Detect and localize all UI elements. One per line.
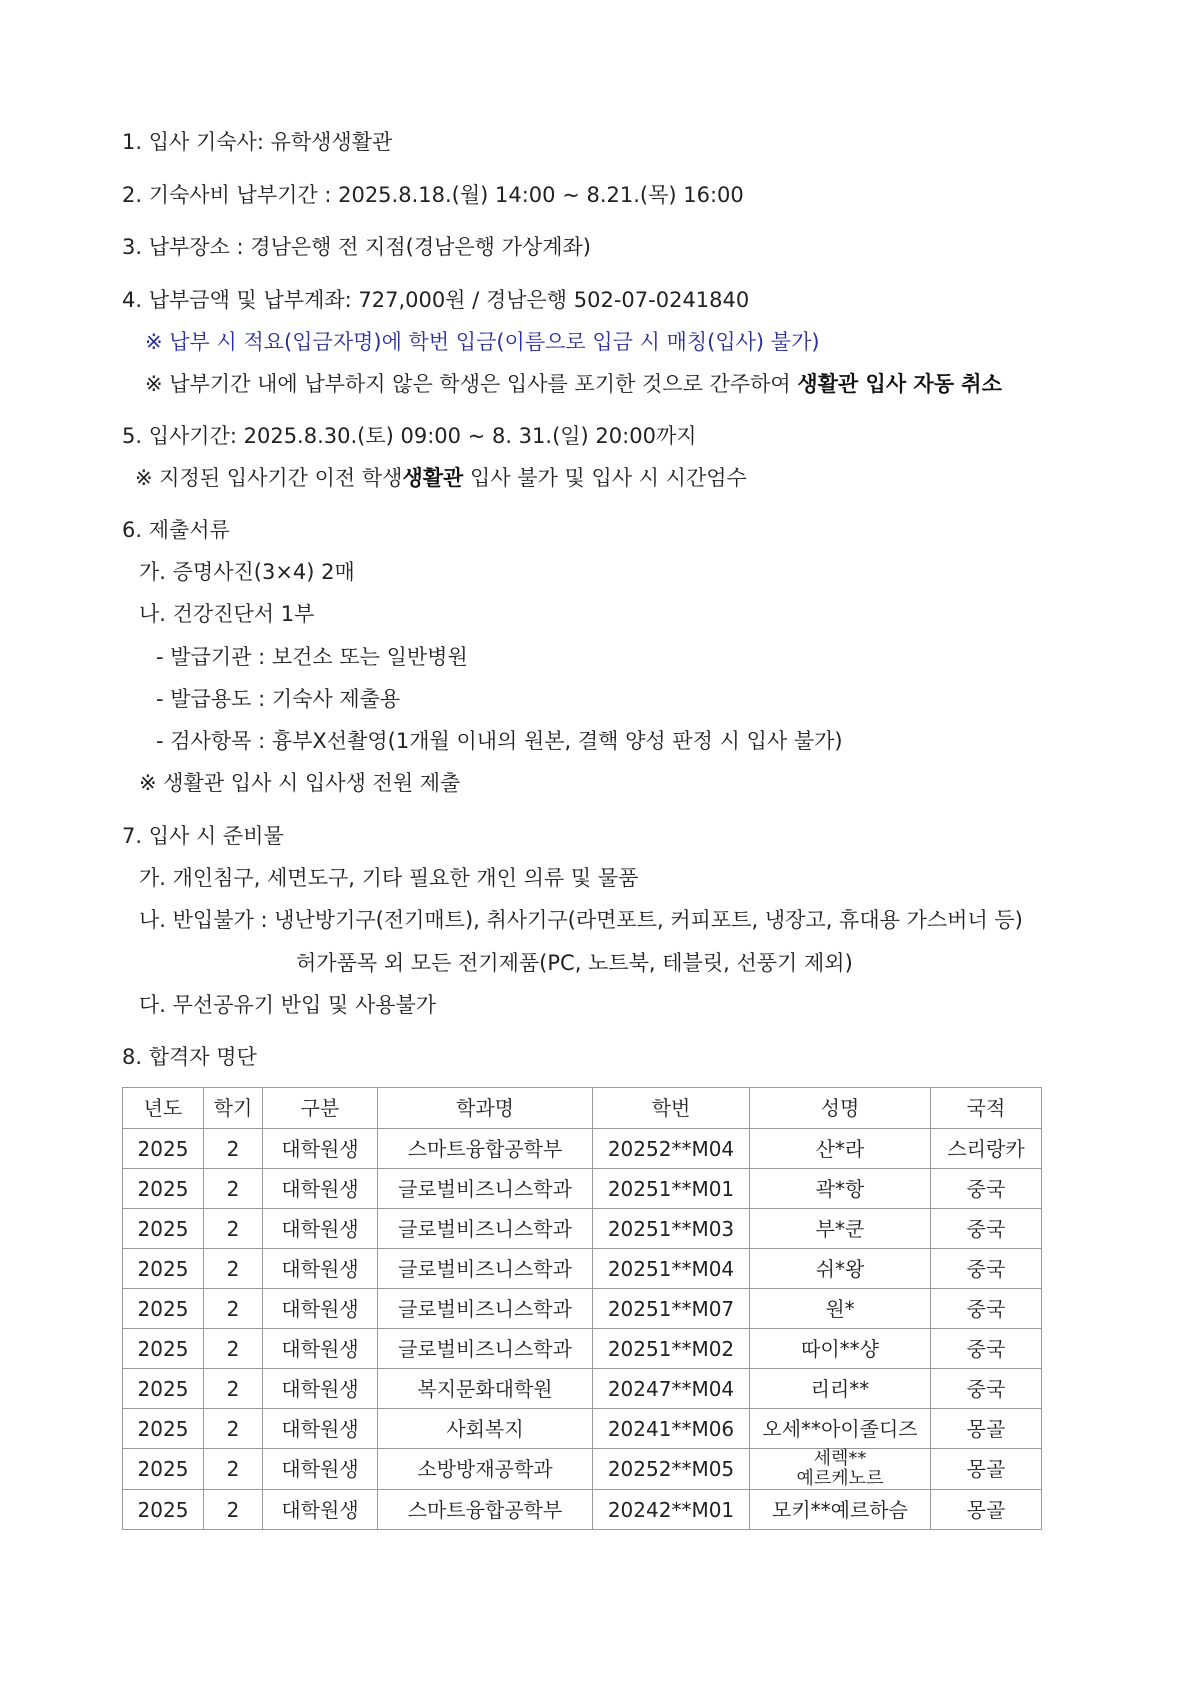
item-2-payment-period: 2. 기숙사비 납부기간 : 2025.8.18.(월) 14:00 ~ 8.21.(목) 16:00 (122, 183, 744, 207)
table-row (123, 1169, 1042, 1209)
cell-type: 대학원생 (263, 1329, 378, 1369)
cell-year: 2025 (123, 1369, 204, 1409)
item-5-move-in-period: 5. 입사기간: 2025.8.30.(토) 09:00 ~ 8. 31.(일) 20:00까지 (122, 424, 697, 448)
table-row (123, 1249, 1042, 1289)
cell-name: 모키**예르하슴 (750, 1490, 931, 1530)
cell-semester: 2 (204, 1249, 263, 1289)
cell-year: 2025 (123, 1449, 204, 1490)
table-row (123, 1490, 1042, 1530)
item-6-note: ※ 생활관 입사 시 입사생 전원 제출 (139, 771, 461, 795)
cell-semester: 2 (204, 1169, 263, 1209)
cell-year: 2025 (123, 1169, 204, 1209)
cell-student-id: 20251**M04 (593, 1249, 750, 1289)
cell-semester: 2 (204, 1409, 263, 1449)
cell-type: 대학원생 (263, 1249, 378, 1289)
table-row (123, 1449, 1042, 1490)
note-move-in-text-a: ※ 지정된 입사기간 이전 학생 (135, 466, 403, 490)
item-7-b-prohibited: 나. 반입불가 : 냉난방기구(전기매트), 취사기구(라면포트, 커피포트, 냉장고, 휴대용 가스버너 등) (139, 908, 1023, 932)
cell-name: 곽*항 (750, 1169, 931, 1209)
cell-type: 대학원생 (263, 1169, 378, 1209)
cell-year: 2025 (123, 1129, 204, 1169)
cell-type: 대학원생 (263, 1289, 378, 1329)
cell-student-id: 20251**M03 (593, 1209, 750, 1249)
item-4-amount-account: 4. 납부금액 및 납부계좌: 727,000원 / 경남은행 502-07-0241840 (122, 288, 750, 312)
cell-type: 대학원생 (263, 1449, 378, 1490)
cell-year: 2025 (123, 1209, 204, 1249)
cell-name: 원* (750, 1289, 931, 1329)
col-type: 구분 (263, 1088, 378, 1129)
item-6-a-photo: 가. 증명사진(3×4) 2매 (139, 560, 355, 584)
cell-name: 리리** (750, 1369, 931, 1409)
cell-name: 쉬*왕 (750, 1249, 931, 1289)
item-7-supplies: 7. 입사 시 준비물 (122, 824, 284, 848)
table-row (123, 1289, 1042, 1329)
cell-year: 2025 (123, 1249, 204, 1289)
cell-year: 2025 (123, 1329, 204, 1369)
cell-department: 글로벌비즈니스학과 (378, 1329, 593, 1369)
cell-semester: 2 (204, 1209, 263, 1249)
cell-student-id: 20252**M05 (593, 1449, 750, 1490)
item-6-b-health: 나. 건강진단서 1부 (139, 602, 315, 626)
admitted-students-table (122, 1087, 1042, 1530)
col-student-id: 학번 (593, 1088, 750, 1129)
item-7-b-prohibited-cont: 허가품목 외 모든 전기제품(PC, 노트북, 테블릿, 선풍기 제외) (296, 951, 853, 975)
cell-semester: 2 (204, 1329, 263, 1369)
item-5-note (135, 464, 747, 492)
cell-year: 2025 (123, 1490, 204, 1530)
cell-type: 대학원생 (263, 1409, 378, 1449)
cell-name: 세렉** 예르케노르 (750, 1449, 931, 1490)
cell-type: 대학원생 (263, 1490, 378, 1530)
col-nationality: 국적 (931, 1088, 1042, 1129)
cell-department: 글로벌비즈니스학과 (378, 1209, 593, 1249)
col-name: 성명 (750, 1088, 931, 1129)
cell-type: 대학원생 (263, 1369, 378, 1409)
cell-nationality: 중국 (931, 1169, 1042, 1209)
item-6-b3-test: - 검사항목 : 흉부X선촬영(1개월 이내의 원본, 결핵 양성 판정 시 입사 불가) (156, 729, 843, 753)
cell-type: 대학원생 (263, 1129, 378, 1169)
cell-nationality: 중국 (931, 1289, 1042, 1329)
item-4-note-deadline (145, 370, 1002, 398)
cell-name: 부*쿤 (750, 1209, 931, 1249)
table-row (123, 1329, 1042, 1369)
cell-semester: 2 (204, 1449, 263, 1490)
cell-nationality: 중국 (931, 1209, 1042, 1249)
item-4-note-deposit-name: ※ 납부 시 적요(입금자명)에 학번 입금(이름으로 입금 시 매칭(입사) 불가) (145, 330, 820, 354)
item-7-a-personal: 가. 개인침구, 세면도구, 기타 필요한 개인 의류 및 물품 (139, 866, 639, 890)
cell-department: 스마트융합공학부 (378, 1129, 593, 1169)
item-6-b2-purpose: - 발급용도 : 기숙사 제출용 (156, 687, 401, 711)
table-row (123, 1409, 1042, 1449)
note-deadline-text: ※ 납부기간 내에 납부하지 않은 학생은 입사를 포기한 것으로 간주하여 (145, 372, 798, 396)
table-body (123, 1129, 1042, 1530)
cell-student-id: 20247**M04 (593, 1369, 750, 1409)
item-6-b1-issuer: - 발급기관 : 보건소 또는 일반병원 (156, 645, 468, 669)
cell-semester: 2 (204, 1369, 263, 1409)
cell-nationality: 몽골 (931, 1449, 1042, 1490)
cell-student-id: 20251**M02 (593, 1329, 750, 1369)
cell-nationality: 몽골 (931, 1409, 1042, 1449)
item-3-payment-place: 3. 납부장소 : 경남은행 전 지점(경남은행 가상계좌) (122, 235, 591, 259)
col-semester: 학기 (204, 1088, 263, 1129)
item-7-c-router: 다. 무선공유기 반입 및 사용불가 (139, 993, 437, 1017)
cell-nationality: 중국 (931, 1329, 1042, 1369)
cell-student-id: 20241**M06 (593, 1409, 750, 1449)
col-year: 년도 (123, 1088, 204, 1129)
cell-year: 2025 (123, 1289, 204, 1329)
table-header-row (123, 1088, 1042, 1129)
cell-department: 글로벌비즈니스학과 (378, 1169, 593, 1209)
cell-student-id: 20251**M01 (593, 1169, 750, 1209)
cell-nationality: 중국 (931, 1369, 1042, 1409)
cell-type: 대학원생 (263, 1209, 378, 1249)
cell-year: 2025 (123, 1409, 204, 1449)
table-row (123, 1369, 1042, 1409)
cell-department: 글로벌비즈니스학과 (378, 1249, 593, 1289)
cell-name: 따이**샹 (750, 1329, 931, 1369)
cell-department: 스마트융합공학부 (378, 1490, 593, 1530)
cell-department: 복지문화대학원 (378, 1369, 593, 1409)
cell-nationality: 스리랑카 (931, 1129, 1042, 1169)
cell-student-id: 20252**M04 (593, 1129, 750, 1169)
cell-name: 오세**아이졸디즈 (750, 1409, 931, 1449)
item-8-admitted-list: 8. 합격자 명단 (122, 1045, 257, 1069)
cell-nationality: 몽골 (931, 1490, 1042, 1530)
cell-department: 사회복지 (378, 1409, 593, 1449)
cell-nationality: 중국 (931, 1249, 1042, 1289)
table-row (123, 1209, 1042, 1249)
item-1-dormitory: 1. 입사 기숙사: 유학생생활관 (122, 130, 393, 154)
table-row (123, 1129, 1042, 1169)
note-auto-cancel-text: 생활관 입사 자동 취소 (797, 372, 1002, 396)
note-move-in-text-b: 생활관 (402, 466, 464, 490)
cell-student-id: 20251**M07 (593, 1289, 750, 1329)
item-6-documents: 6. 제출서류 (122, 518, 230, 542)
cell-name: 산*라 (750, 1129, 931, 1169)
cell-semester: 2 (204, 1490, 263, 1530)
cell-student-id: 20242**M01 (593, 1490, 750, 1530)
cell-department: 소방방재공학과 (378, 1449, 593, 1490)
col-department: 학과명 (378, 1088, 593, 1129)
cell-semester: 2 (204, 1129, 263, 1169)
cell-semester: 2 (204, 1289, 263, 1329)
cell-department: 글로벌비즈니스학과 (378, 1289, 593, 1329)
note-move-in-text-c: 입사 불가 및 입사 시 시간엄수 (463, 466, 747, 490)
